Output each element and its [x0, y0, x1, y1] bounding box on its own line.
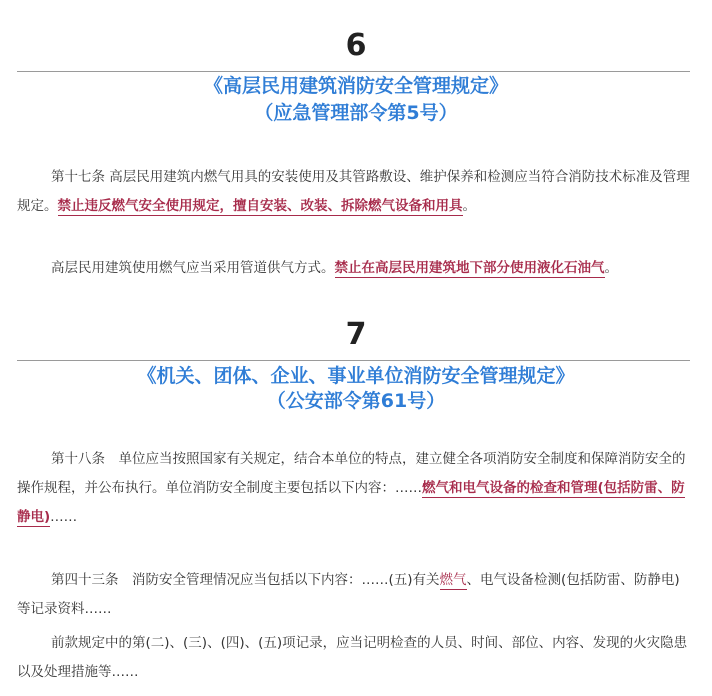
section-divider [17, 71, 690, 72]
highlighted-clause: 禁止在高层民用建筑地下部分使用液化石油气 [334, 260, 605, 276]
section-divider [17, 360, 690, 361]
highlighted-clause: 禁止违反燃气安全使用规定，擅自安装、改装、拆除燃气设备和用具 [57, 198, 463, 214]
section-number-7: 7 [345, 317, 367, 352]
highlighted-term: 燃气 [439, 572, 467, 588]
law-title: 《机关、团体、企业、事业单位消防安全管理规定》 [137, 365, 575, 387]
article-paragraph: 高层民用建筑使用燃气应当采用管道供气方式。禁止在高层民用建筑地下部分使用液化石油气。 [51, 260, 618, 276]
highlighted-clause: 燃气和电气设备的检查和管理(包括防雷、防静电) [17, 480, 685, 525]
law-title: 《高层民用建筑消防安全管理规定》 [203, 75, 508, 97]
article-paragraph: 第十七条 高层民用建筑内燃气用具的安装使用及其管路敷设、维护保养和检测应当符合消防技术标准及管理规定。禁止违反燃气安全使用规定，擅自安装、改装、拆除燃气设备和用具。 [17, 169, 690, 214]
article-paragraph: 第四十三条 消防安全管理情况应当包括以下内容：……(五)有关燃气、电气设备检测(包括防雷、防静电)等记录资料…… [17, 572, 680, 617]
law-subtitle: （公安部令第61号） [266, 390, 446, 412]
law-subtitle: （应急管理部令第5号） [254, 102, 458, 124]
article-paragraph: 第十八条 单位应当按照国家有关规定，结合本单位的特点，建立健全各项消防安全制度和保障消防安全的操作规程，并公布执行。单位消防安全制度主要包括以下内容：……燃气和电气设备的检查和管理(包括防雷、防静电)…… [17, 451, 686, 525]
article-paragraph: 前款规定中的第(二)、(三)、(四)、(五)项记录，应当记明检查的人员、时间、部位、内容、发现的火灾隐患以及处理措施等…… [17, 635, 688, 680]
section-number-6: 6 [345, 28, 367, 63]
